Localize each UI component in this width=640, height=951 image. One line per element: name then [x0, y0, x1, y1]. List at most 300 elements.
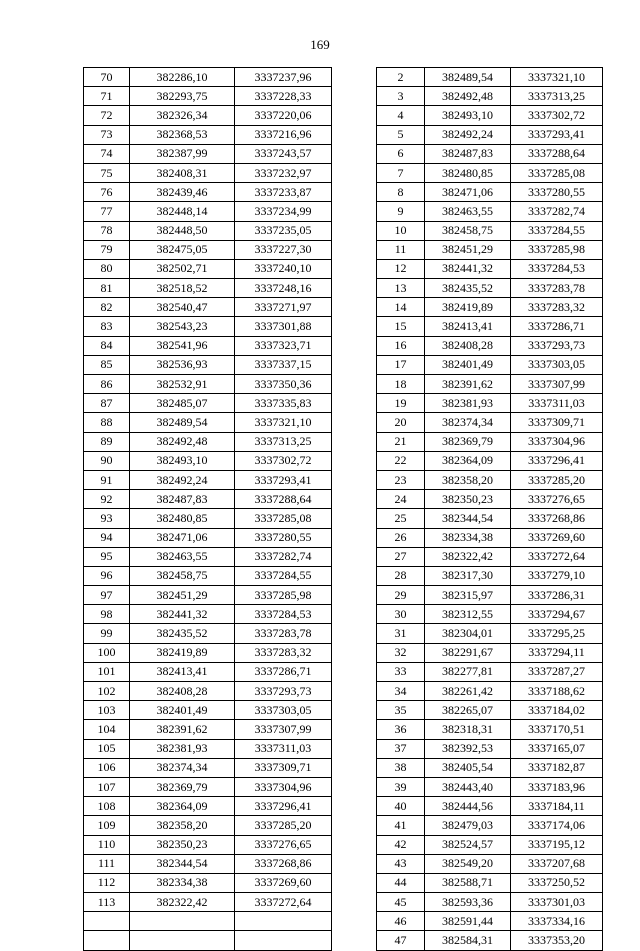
point-number-cell: 99	[84, 624, 130, 643]
table-row	[377, 375, 603, 394]
table-row	[84, 835, 332, 854]
y-coordinate-cell: 3337268,86	[235, 854, 332, 873]
y-coordinate-cell: 3337304,96	[235, 777, 332, 796]
point-number-cell: 4	[377, 106, 425, 125]
y-coordinate-cell: 3337216,96	[235, 125, 332, 144]
point-number-cell: 14	[377, 298, 425, 317]
table-row	[377, 643, 603, 662]
y-coordinate-cell: 3337285,08	[235, 509, 332, 528]
point-number-cell: 91	[84, 470, 130, 489]
y-coordinate-cell: 3337350,36	[235, 375, 332, 394]
table-row	[377, 394, 603, 413]
table-row	[377, 605, 603, 624]
y-coordinate-cell: 3337250,52	[511, 873, 603, 892]
point-number-cell: 30	[377, 605, 425, 624]
y-coordinate-cell: 3337296,41	[235, 797, 332, 816]
x-coordinate-cell: 382304,01	[425, 624, 511, 643]
x-coordinate-cell: 382358,20	[130, 816, 235, 835]
point-number-cell: 106	[84, 758, 130, 777]
x-coordinate-cell: 382475,05	[130, 240, 235, 259]
x-coordinate-cell: 382405,54	[425, 758, 511, 777]
page-number: 169	[310, 37, 330, 52]
point-number-cell	[84, 912, 130, 931]
table-row	[84, 605, 332, 624]
y-coordinate-cell: 3337307,99	[235, 720, 332, 739]
x-coordinate-cell: 382479,03	[425, 816, 511, 835]
y-coordinate-cell: 3337301,88	[235, 317, 332, 336]
x-coordinate-cell: 382401,49	[130, 701, 235, 720]
table-row	[377, 931, 603, 950]
y-coordinate-cell: 3337311,03	[235, 739, 332, 758]
table-row	[377, 279, 603, 298]
point-number-cell: 24	[377, 490, 425, 509]
point-number-cell	[84, 931, 130, 950]
y-coordinate-cell: 3337280,55	[235, 528, 332, 547]
y-coordinate-cell: 3337335,83	[235, 394, 332, 413]
coordinates-table-right	[376, 67, 603, 951]
point-number-cell: 93	[84, 509, 130, 528]
point-number-cell: 8	[377, 183, 425, 202]
point-number-cell: 71	[84, 87, 130, 106]
x-coordinate-cell: 382536,93	[130, 355, 235, 374]
x-coordinate-cell: 382487,83	[130, 490, 235, 509]
y-coordinate-cell: 3337313,25	[235, 432, 332, 451]
x-coordinate-cell: 382317,30	[425, 566, 511, 585]
x-coordinate-cell: 382369,79	[130, 777, 235, 796]
table-row	[84, 470, 332, 489]
table-row	[84, 586, 332, 605]
y-coordinate-cell: 3337272,64	[235, 893, 332, 912]
x-coordinate-cell: 382408,28	[130, 682, 235, 701]
x-coordinate-cell: 382549,20	[425, 854, 511, 873]
y-coordinate-cell: 3337237,96	[235, 68, 332, 87]
y-coordinate-cell: 3337309,71	[511, 413, 603, 432]
x-coordinate-cell: 382540,47	[130, 298, 235, 317]
x-coordinate-cell: 382392,53	[425, 739, 511, 758]
table-row	[84, 816, 332, 835]
x-coordinate-cell: 382391,62	[130, 720, 235, 739]
x-coordinate-cell: 382350,23	[425, 490, 511, 509]
point-number-cell: 88	[84, 413, 130, 432]
table-row	[84, 931, 332, 950]
table-row	[377, 451, 603, 470]
table-row	[377, 873, 603, 892]
y-coordinate-cell: 3337286,71	[511, 317, 603, 336]
y-coordinate-cell: 3337286,31	[511, 586, 603, 605]
x-coordinate-cell: 382364,09	[130, 797, 235, 816]
y-coordinate-cell: 3337232,97	[235, 163, 332, 182]
point-number-cell: 80	[84, 259, 130, 278]
point-number-cell: 42	[377, 835, 425, 854]
table-row	[84, 624, 332, 643]
x-coordinate-cell: 382458,75	[425, 221, 511, 240]
y-coordinate-cell: 3337304,96	[511, 432, 603, 451]
table-row	[84, 183, 332, 202]
point-number-cell: 12	[377, 259, 425, 278]
point-number-cell: 32	[377, 643, 425, 662]
table-row	[84, 298, 332, 317]
x-coordinate-cell	[130, 931, 235, 950]
y-coordinate-cell: 3337309,71	[235, 758, 332, 777]
y-coordinate-cell: 3337283,78	[511, 279, 603, 298]
table-row	[84, 279, 332, 298]
x-coordinate-cell: 382441,32	[425, 259, 511, 278]
y-coordinate-cell: 3337313,25	[511, 87, 603, 106]
y-coordinate-cell: 3337235,05	[235, 221, 332, 240]
y-coordinate-cell: 3337285,08	[511, 163, 603, 182]
y-coordinate-cell: 3337165,07	[511, 739, 603, 758]
x-coordinate-cell: 382492,48	[130, 432, 235, 451]
x-coordinate-cell: 382286,10	[130, 68, 235, 87]
x-coordinate-cell: 382391,62	[425, 375, 511, 394]
point-number-cell: 26	[377, 528, 425, 547]
point-number-cell: 35	[377, 701, 425, 720]
y-coordinate-cell: 3337227,30	[235, 240, 332, 259]
table-row	[377, 586, 603, 605]
x-coordinate-cell: 382334,38	[425, 528, 511, 547]
x-coordinate-cell: 382344,54	[130, 854, 235, 873]
x-coordinate-cell: 382518,52	[130, 279, 235, 298]
x-coordinate-cell: 382293,75	[130, 87, 235, 106]
table-row	[377, 259, 603, 278]
y-coordinate-cell: 3337269,60	[235, 873, 332, 892]
table-row	[84, 739, 332, 758]
table-row	[377, 87, 603, 106]
point-number-cell: 96	[84, 566, 130, 585]
table-row	[84, 240, 332, 259]
point-number-cell: 94	[84, 528, 130, 547]
x-coordinate-cell: 382419,89	[425, 298, 511, 317]
table-row	[377, 893, 603, 912]
y-coordinate-cell: 3337285,98	[511, 240, 603, 259]
y-coordinate-cell: 3337233,87	[235, 183, 332, 202]
y-coordinate-cell: 3337228,33	[235, 87, 332, 106]
table-row	[84, 317, 332, 336]
y-coordinate-cell: 3337284,55	[235, 566, 332, 585]
y-coordinate-cell: 3337302,72	[511, 106, 603, 125]
table-row	[84, 394, 332, 413]
point-number-cell: 109	[84, 816, 130, 835]
x-coordinate-cell: 382487,83	[425, 144, 511, 163]
point-number-cell: 102	[84, 682, 130, 701]
point-number-cell: 90	[84, 451, 130, 470]
point-number-cell: 85	[84, 355, 130, 374]
y-coordinate-cell: 3337243,57	[235, 144, 332, 163]
table-row	[84, 490, 332, 509]
x-coordinate-cell: 382593,36	[425, 893, 511, 912]
x-coordinate-cell: 382334,38	[130, 873, 235, 892]
point-number-cell: 46	[377, 912, 425, 931]
y-coordinate-cell: 3337323,71	[235, 336, 332, 355]
y-coordinate-cell: 3337276,65	[235, 835, 332, 854]
x-coordinate-cell: 382408,31	[130, 163, 235, 182]
point-number-cell: 97	[84, 586, 130, 605]
x-coordinate-cell: 382489,54	[425, 68, 511, 87]
table-row	[84, 528, 332, 547]
table-row	[84, 355, 332, 374]
x-coordinate-cell: 382413,41	[130, 662, 235, 681]
x-coordinate-cell: 382413,41	[425, 317, 511, 336]
table-row	[377, 240, 603, 259]
coordinates-table-left	[83, 67, 332, 951]
point-number-cell: 83	[84, 317, 130, 336]
y-coordinate-cell: 3337307,99	[511, 375, 603, 394]
point-number-cell: 81	[84, 279, 130, 298]
point-number-cell: 89	[84, 432, 130, 451]
point-number-cell: 105	[84, 739, 130, 758]
y-coordinate-cell: 3337284,53	[511, 259, 603, 278]
x-coordinate-cell: 382492,24	[130, 470, 235, 489]
table-row	[377, 470, 603, 489]
y-coordinate-cell: 3337240,10	[235, 259, 332, 278]
point-number-cell: 11	[377, 240, 425, 259]
x-coordinate-cell: 382441,32	[130, 605, 235, 624]
table-row	[377, 183, 603, 202]
y-coordinate-cell: 3337283,78	[235, 624, 332, 643]
y-coordinate-cell: 3337295,25	[511, 624, 603, 643]
x-coordinate-cell: 382458,75	[130, 566, 235, 585]
table-row	[84, 163, 332, 182]
point-number-cell: 110	[84, 835, 130, 854]
table-row	[377, 298, 603, 317]
table-row	[377, 490, 603, 509]
point-number-cell: 13	[377, 279, 425, 298]
table-row	[84, 797, 332, 816]
x-coordinate-cell: 382322,42	[425, 547, 511, 566]
point-number-cell: 28	[377, 566, 425, 585]
table-row	[377, 432, 603, 451]
x-coordinate-cell: 382277,81	[425, 662, 511, 681]
table-row	[84, 777, 332, 796]
point-number-cell: 101	[84, 662, 130, 681]
x-coordinate-cell: 382381,93	[425, 394, 511, 413]
x-coordinate-cell: 382315,97	[425, 586, 511, 605]
table-row	[84, 873, 332, 892]
y-coordinate-cell: 3337288,64	[235, 490, 332, 509]
y-coordinate-cell: 3337287,27	[511, 662, 603, 681]
x-coordinate-cell: 382364,09	[425, 451, 511, 470]
table-row	[84, 720, 332, 739]
y-coordinate-cell: 3337220,06	[235, 106, 332, 125]
point-number-cell: 17	[377, 355, 425, 374]
point-number-cell: 40	[377, 797, 425, 816]
point-number-cell: 75	[84, 163, 130, 182]
point-number-cell: 15	[377, 317, 425, 336]
table-row	[84, 432, 332, 451]
table-row	[84, 259, 332, 278]
y-coordinate-cell: 3337294,67	[511, 605, 603, 624]
y-coordinate-cell: 3337293,41	[511, 125, 603, 144]
y-coordinate-cell: 3337207,68	[511, 854, 603, 873]
point-number-cell: 86	[84, 375, 130, 394]
y-coordinate-cell: 3337337,15	[235, 355, 332, 374]
y-coordinate-cell: 3337282,74	[235, 547, 332, 566]
y-coordinate-cell: 3337294,11	[511, 643, 603, 662]
point-number-cell: 76	[84, 183, 130, 202]
x-coordinate-cell: 382502,71	[130, 259, 235, 278]
x-coordinate-cell: 382448,50	[130, 221, 235, 240]
y-coordinate-cell: 3337301,03	[511, 893, 603, 912]
y-coordinate-cell: 3337296,41	[511, 451, 603, 470]
x-coordinate-cell: 382524,57	[425, 835, 511, 854]
point-number-cell: 82	[84, 298, 130, 317]
y-coordinate-cell: 3337285,98	[235, 586, 332, 605]
x-coordinate-cell: 382358,20	[425, 470, 511, 489]
table-row	[377, 355, 603, 374]
table-row	[84, 509, 332, 528]
point-number-cell: 111	[84, 854, 130, 873]
y-coordinate-cell: 3337269,60	[511, 528, 603, 547]
point-number-cell: 29	[377, 586, 425, 605]
point-number-cell: 43	[377, 854, 425, 873]
table-row	[377, 797, 603, 816]
table-row	[84, 221, 332, 240]
table-row	[84, 125, 332, 144]
y-coordinate-cell: 3337321,10	[235, 413, 332, 432]
point-number-cell: 44	[377, 873, 425, 892]
table-row	[84, 413, 332, 432]
y-coordinate-cell: 3337170,51	[511, 720, 603, 739]
point-number-cell: 103	[84, 701, 130, 720]
y-coordinate-cell: 3337188,62	[511, 682, 603, 701]
x-coordinate-cell: 382326,34	[130, 106, 235, 125]
table-row	[377, 624, 603, 643]
point-number-cell: 79	[84, 240, 130, 259]
y-coordinate-cell: 3337184,11	[511, 797, 603, 816]
point-number-cell: 47	[377, 931, 425, 950]
table-row	[377, 854, 603, 873]
x-coordinate-cell: 382492,24	[425, 125, 511, 144]
y-coordinate-cell: 3337174,06	[511, 816, 603, 835]
x-coordinate-cell: 382485,07	[130, 394, 235, 413]
table-row	[377, 701, 603, 720]
table-row	[377, 682, 603, 701]
table-row	[377, 509, 603, 528]
point-number-cell: 2	[377, 68, 425, 87]
x-coordinate-cell: 382532,91	[130, 375, 235, 394]
point-number-cell: 107	[84, 777, 130, 796]
y-coordinate-cell: 3337282,74	[511, 202, 603, 221]
table-row	[84, 566, 332, 585]
y-coordinate-cell: 3337311,03	[511, 394, 603, 413]
point-number-cell: 104	[84, 720, 130, 739]
x-coordinate-cell: 382584,31	[425, 931, 511, 950]
table-row	[377, 566, 603, 585]
table-row	[84, 144, 332, 163]
table-body-right	[377, 68, 603, 951]
table-row	[84, 106, 332, 125]
point-number-cell: 21	[377, 432, 425, 451]
table-row	[377, 912, 603, 931]
table-row	[84, 336, 332, 355]
point-number-cell: 5	[377, 125, 425, 144]
y-coordinate-cell: 3337279,10	[511, 566, 603, 585]
y-coordinate-cell: 3337283,32	[511, 298, 603, 317]
table-row	[377, 758, 603, 777]
y-coordinate-cell: 3337293,41	[235, 470, 332, 489]
y-coordinate-cell: 3337286,71	[235, 662, 332, 681]
point-number-cell: 9	[377, 202, 425, 221]
point-number-cell: 70	[84, 68, 130, 87]
y-coordinate-cell: 3337283,32	[235, 643, 332, 662]
y-coordinate-cell: 3337293,73	[235, 682, 332, 701]
x-coordinate-cell: 382435,52	[425, 279, 511, 298]
y-coordinate-cell: 3337284,55	[511, 221, 603, 240]
point-number-cell: 108	[84, 797, 130, 816]
x-coordinate-cell: 382381,93	[130, 739, 235, 758]
y-coordinate-cell: 3337184,02	[511, 701, 603, 720]
table-row	[377, 144, 603, 163]
table-row	[84, 375, 332, 394]
point-number-cell: 31	[377, 624, 425, 643]
y-coordinate-cell: 3337284,53	[235, 605, 332, 624]
point-number-cell: 100	[84, 643, 130, 662]
table-row	[84, 682, 332, 701]
table-row	[377, 835, 603, 854]
table-row	[377, 317, 603, 336]
table-row	[377, 662, 603, 681]
point-number-cell: 73	[84, 125, 130, 144]
table-row	[84, 758, 332, 777]
y-coordinate-cell: 3337271,97	[235, 298, 332, 317]
table-row	[377, 413, 603, 432]
y-coordinate-cell: 3337285,20	[511, 470, 603, 489]
x-coordinate-cell: 382408,28	[425, 336, 511, 355]
point-number-cell: 77	[84, 202, 130, 221]
y-coordinate-cell: 3337234,99	[235, 202, 332, 221]
x-coordinate-cell: 382261,42	[425, 682, 511, 701]
x-coordinate-cell: 382369,79	[425, 432, 511, 451]
point-number-cell: 74	[84, 144, 130, 163]
point-number-cell: 7	[377, 163, 425, 182]
table-row	[84, 68, 332, 87]
y-coordinate-cell: 3337195,12	[511, 835, 603, 854]
x-coordinate-cell: 382588,71	[425, 873, 511, 892]
y-coordinate-cell: 3337272,64	[511, 547, 603, 566]
point-number-cell: 22	[377, 451, 425, 470]
x-coordinate-cell: 382435,52	[130, 624, 235, 643]
point-number-cell: 72	[84, 106, 130, 125]
point-number-cell: 25	[377, 509, 425, 528]
table-row	[377, 221, 603, 240]
y-coordinate-cell: 3337276,65	[511, 490, 603, 509]
x-coordinate-cell: 382344,54	[425, 509, 511, 528]
y-coordinate-cell: 3337248,16	[235, 279, 332, 298]
table-row	[377, 125, 603, 144]
point-number-cell: 37	[377, 739, 425, 758]
table-row	[377, 202, 603, 221]
table-row	[377, 720, 603, 739]
y-coordinate-cell: 3337280,55	[511, 183, 603, 202]
table-row	[84, 854, 332, 873]
table-body-left	[84, 68, 332, 951]
table-row	[84, 893, 332, 912]
x-coordinate-cell: 382489,54	[130, 413, 235, 432]
x-coordinate-cell: 382387,99	[130, 144, 235, 163]
point-number-cell: 34	[377, 682, 425, 701]
y-coordinate-cell: 3337268,86	[511, 509, 603, 528]
point-number-cell: 95	[84, 547, 130, 566]
y-coordinate-cell: 3337293,73	[511, 336, 603, 355]
y-coordinate-cell	[235, 912, 332, 931]
x-coordinate-cell: 382451,29	[130, 586, 235, 605]
x-coordinate-cell: 382374,34	[130, 758, 235, 777]
point-number-cell: 20	[377, 413, 425, 432]
point-number-cell: 45	[377, 893, 425, 912]
y-coordinate-cell: 3337302,72	[235, 451, 332, 470]
x-coordinate-cell: 382443,40	[425, 777, 511, 796]
table-row	[84, 912, 332, 931]
